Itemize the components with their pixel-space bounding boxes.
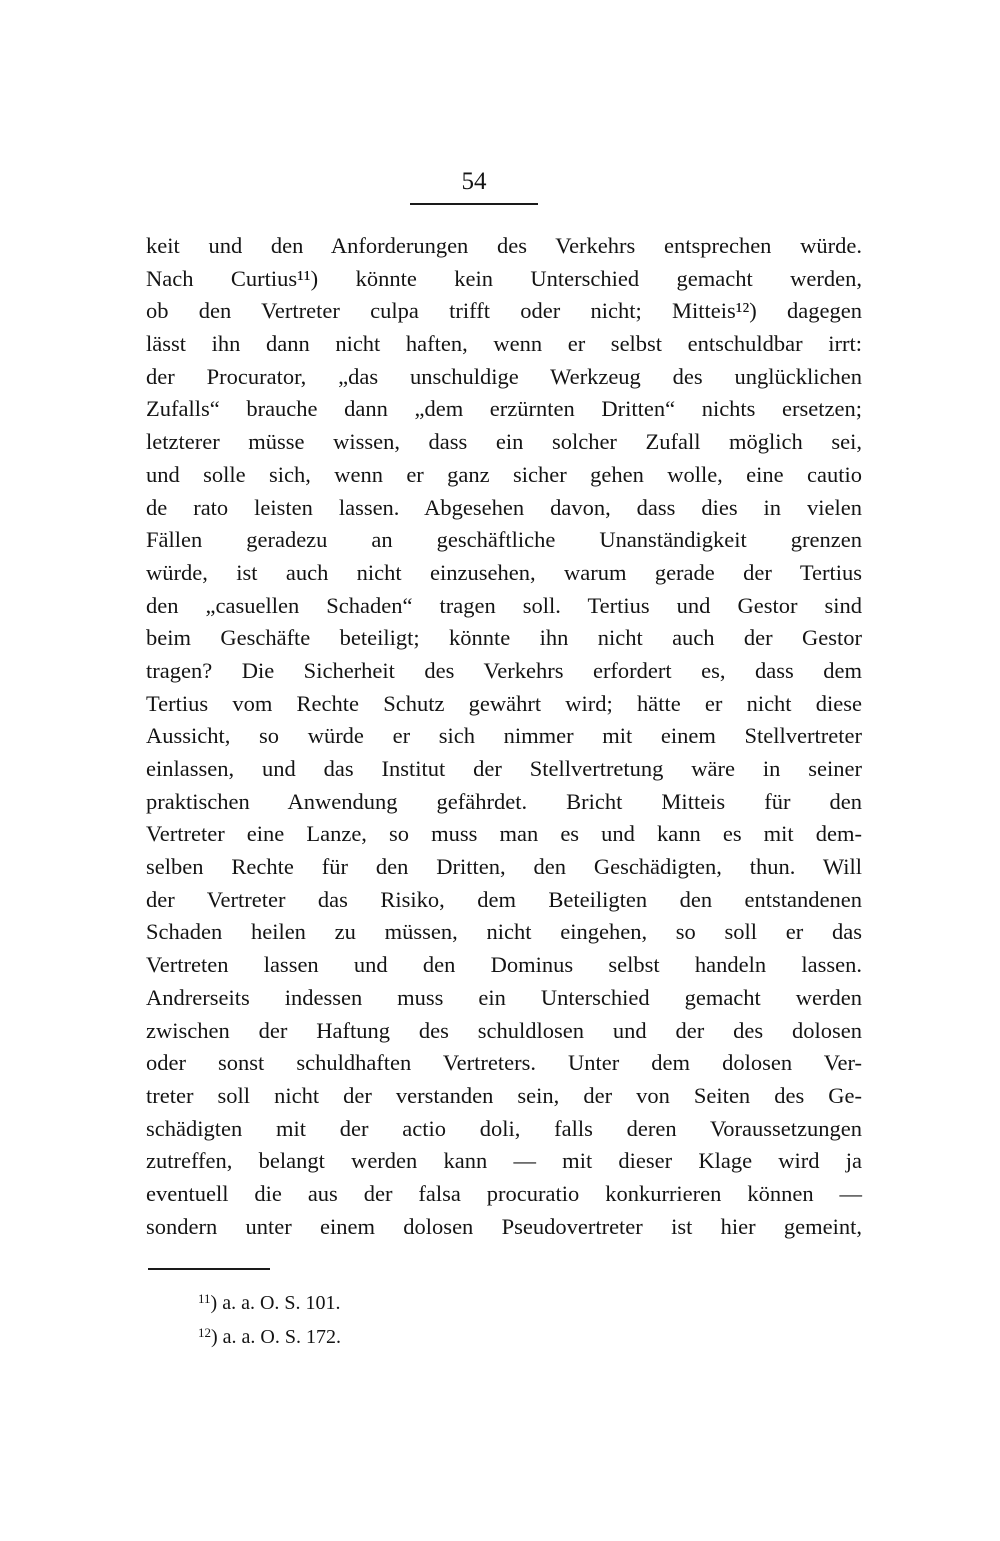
- text-line: Vertreter eine Lanze, so muss man es und kann es mit dem-: [146, 821, 862, 847]
- page-number: 54: [461, 168, 487, 195]
- footnotes: [198, 1284, 598, 1352]
- text-line: eventuell die aus der falsa procuratio konkurrieren können —: [146, 1180, 862, 1206]
- text-line: den „casuellen Schaden“ tragen soll. Tertius und Gestor sind: [146, 592, 862, 618]
- text-line: praktischen Anwendung gefährdet. Bricht Mitteis für den: [146, 788, 862, 814]
- body-text: [146, 230, 862, 1243]
- text-line: Vertreten lassen und den Dominus selbst handeln lassen.: [146, 952, 862, 978]
- text-line: Zufalls“ brauche dann „dem erzürnten Dritten“ nichts ersetzen;: [146, 396, 862, 422]
- footnote-text: ) a. a. O. S. 172.: [211, 1326, 341, 1348]
- text-line: und solle sich, wenn er ganz sicher gehen wolle, eine cautio: [146, 461, 862, 487]
- text-line: schädigten mit der actio doli, falls deren Voraussetzungen: [146, 1115, 862, 1141]
- text-line: ob den Vertreter culpa trifft oder nicht; Mitteis¹²) dagegen: [146, 298, 862, 324]
- text-line: Schaden heilen zu müssen, nicht eingehen, so soll er das: [146, 919, 862, 945]
- text-line: Aussicht, so würde er sich nimmer mit einem Stellvertreter: [146, 723, 862, 749]
- text-line: einlassen, und das Institut der Stellvertretung wäre in seiner: [146, 756, 862, 781]
- text-line: Andrerseits indessen muss ein Unterschied gemacht werden: [146, 984, 862, 1010]
- text-line: der Vertreter das Risiko, dem Beteiligten den entstandenen: [146, 886, 862, 912]
- text-line: letzterer müsse wissen, dass ein solcher Zufall möglich sei,: [146, 429, 862, 455]
- footnote-11: [198, 1284, 598, 1318]
- footnote-rule: [148, 1268, 270, 1270]
- text-line: tragen? Die Sicherheit des Verkehrs erfordert es, dass dem: [146, 657, 862, 683]
- text-line: de rato leisten lassen. Abgesehen davon, dass dies in vielen: [146, 494, 862, 520]
- text-line: selben Rechte für den Dritten, den Geschädigten, thun. Will: [146, 854, 862, 880]
- text-line: der Procurator, „das unschuldige Werkzeug des unglücklichen: [146, 363, 862, 389]
- text-line: Nach Curtius¹¹) könnte kein Unterschied gemacht werden,: [146, 265, 862, 291]
- text-line: sondern unter einem dolosen Pseudovertreter ist hier gemeint,: [146, 1213, 862, 1239]
- text-line: Fällen geradezu an geschäftliche Unanständigkeit grenzen: [146, 527, 862, 553]
- footnote-mark: 12: [198, 1325, 211, 1340]
- footnote-12: [198, 1318, 598, 1352]
- text-line: zutreffen, belangt werden kann — mit dieser Klage wird ja: [146, 1148, 862, 1174]
- text-line: oder sonst schuldhaften Vertreters. Unter dem dolosen Ver-: [146, 1050, 862, 1076]
- text-line: würde, ist auch nicht einzusehen, warum gerade der Tertius: [146, 559, 862, 585]
- footnote-mark: 11: [198, 1291, 211, 1306]
- text-line: lässt ihn dann nicht haften, wenn er selbst entschuldbar irrt:: [146, 331, 862, 357]
- text-line: zwischen der Haftung des schuldlosen und der des dolosen: [146, 1017, 862, 1043]
- text-line: beim Geschäfte beteiligt; könnte ihn nicht auch der Gestor: [146, 625, 862, 651]
- footnote-text: ) a. a. O. S. 101.: [210, 1292, 341, 1314]
- header-rule: [410, 203, 538, 205]
- text-line: keit und den Anforderungen des Verkehrs entsprechen würde.: [146, 233, 862, 258]
- text-line: Tertius vom Rechte Schutz gewährt wird; hätte er nicht diese: [146, 690, 862, 716]
- text-line: treter soll nicht der verstanden sein, der von Seiten des Ge-: [146, 1082, 862, 1108]
